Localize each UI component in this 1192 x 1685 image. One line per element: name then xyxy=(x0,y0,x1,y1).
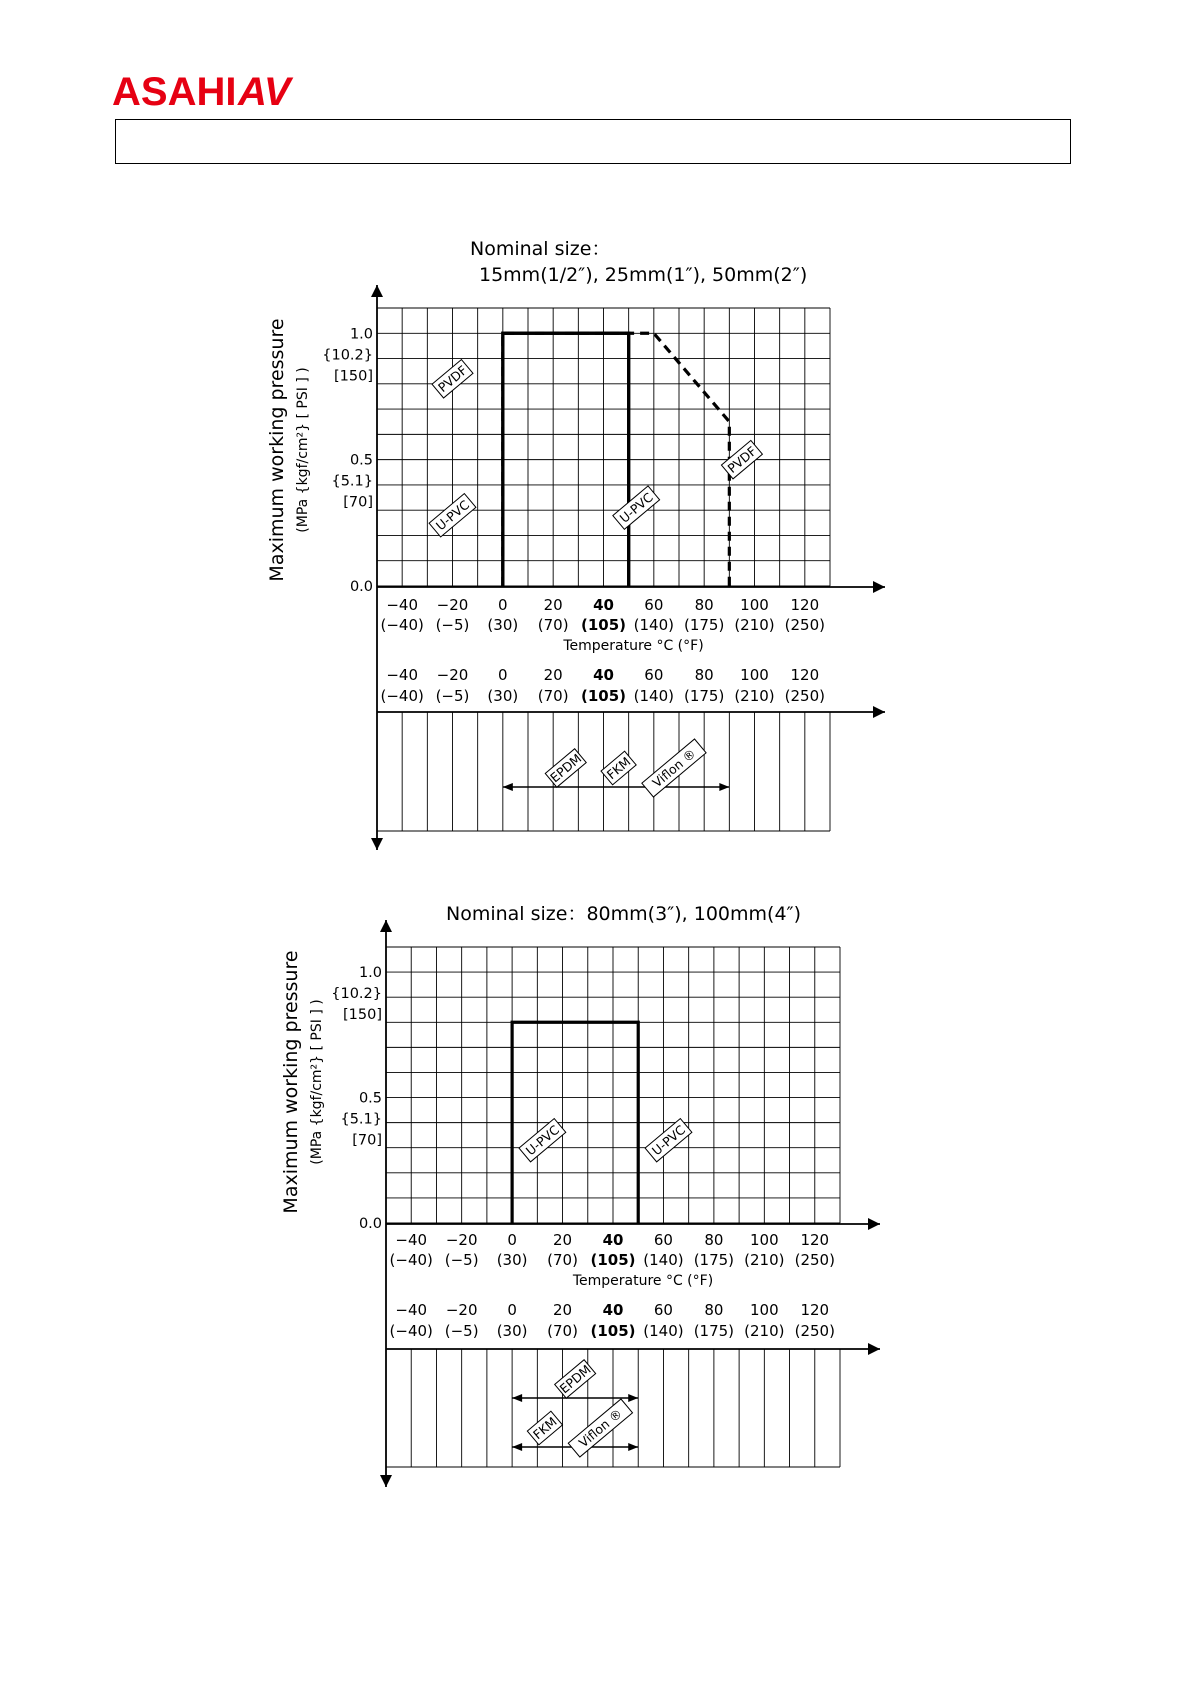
x-tick-celsius: 60 xyxy=(644,596,664,614)
seal-range-arrow-left xyxy=(512,1394,522,1402)
seal-range-arrow-left xyxy=(512,1443,522,1451)
x-tick-celsius: 120 xyxy=(790,666,820,684)
x-tick-fahrenheit: (−5) xyxy=(444,1251,479,1269)
y-axis-arrow-down xyxy=(380,1475,392,1487)
x-tick-celsius: 60 xyxy=(653,1301,673,1319)
logo-mark: AV xyxy=(238,72,291,106)
x-axis-label: Temperature °C (°F) xyxy=(572,1273,714,1289)
x-tick-celsius: 60 xyxy=(653,1231,673,1249)
seal-tag xyxy=(601,751,636,785)
x-tick-celsius: −40 xyxy=(395,1231,428,1249)
y-tick-label: {10.2} xyxy=(331,986,382,1003)
y-axis-subtitle: (MPa {kgf/cm²} [ PSI ] ) xyxy=(309,999,325,1165)
seal-tag-text: Viflon ® xyxy=(575,1405,626,1451)
seal-tag-text: EPDM xyxy=(547,750,585,786)
seal-range-arrow-right xyxy=(719,783,729,791)
x-tick-fahrenheit: (250) xyxy=(784,616,826,634)
x-tick-celsius: 0 xyxy=(507,1301,517,1319)
y-tick-label: [70] xyxy=(352,1132,382,1149)
seal-tag-text: FKM xyxy=(530,1413,560,1443)
y-tick-label: {5.1} xyxy=(331,473,373,490)
x-tick-fahrenheit: (105) xyxy=(590,1251,636,1269)
seal-tag xyxy=(545,749,586,787)
x-tick-celsius: 80 xyxy=(694,666,714,684)
y-tick-label: 0.5 xyxy=(358,1090,382,1107)
x-tick-fahrenheit: (250) xyxy=(794,1251,835,1269)
y-tick-label: [150] xyxy=(343,1007,382,1024)
x-tick-celsius: 20 xyxy=(543,666,563,684)
x-tick-fahrenheit: (−40) xyxy=(380,616,424,634)
x-tick-celsius: 0 xyxy=(498,666,508,684)
x-tick-fahrenheit: (210) xyxy=(734,616,775,634)
x-tick-celsius: 40 xyxy=(593,666,614,684)
material-tag-text: PVDF xyxy=(435,362,470,396)
y-tick-label: 1.0 xyxy=(358,965,382,982)
x-tick-celsius: 120 xyxy=(800,1231,830,1249)
x-tick-fahrenheit: (−5) xyxy=(435,687,470,705)
x-tick-celsius: 100 xyxy=(750,1231,779,1249)
x-tick-celsius: 20 xyxy=(553,1231,573,1249)
x-tick-celsius: 20 xyxy=(553,1301,573,1319)
x-tick-celsius: 40 xyxy=(593,596,614,614)
x-tick-fahrenheit: (210) xyxy=(744,1251,785,1269)
pressure-temperature-chart-small-sizes xyxy=(0,230,1192,870)
x-tick-celsius: −40 xyxy=(386,666,418,684)
x-tick-celsius: 20 xyxy=(543,596,563,614)
x-tick-fahrenheit: (105) xyxy=(580,687,627,705)
seal-tag-text: Viflon ® xyxy=(649,745,699,791)
asahi-av-logo xyxy=(112,72,312,106)
x-axis-arrow xyxy=(873,581,885,593)
x-tick-fahrenheit: (210) xyxy=(734,687,775,705)
logo-wordmark: ASAHI xyxy=(112,72,237,106)
x-tick-celsius: 120 xyxy=(790,596,820,614)
x-tick-celsius: 0 xyxy=(507,1231,517,1249)
x-tick-celsius: −40 xyxy=(386,596,418,614)
x-axis-arrow xyxy=(868,1218,880,1230)
seal-range-arrow-right xyxy=(628,1394,638,1402)
x-tick-celsius: 80 xyxy=(694,596,714,614)
x-tick-fahrenheit: (210) xyxy=(744,1322,785,1340)
material-tag-text: U-PVC xyxy=(648,1122,689,1159)
x-tick-fahrenheit: (105) xyxy=(580,616,627,634)
y-tick-label: 0.0 xyxy=(358,1216,382,1232)
seal-tag xyxy=(555,1360,596,1398)
x-tick-fahrenheit: (−40) xyxy=(380,687,424,705)
x-tick-celsius: −20 xyxy=(436,596,469,614)
x-tick-celsius: 40 xyxy=(602,1301,624,1319)
y-axis-title: Maximum working pressure xyxy=(266,318,288,582)
x-tick-celsius: −40 xyxy=(395,1301,428,1319)
x-tick-fahrenheit: (175) xyxy=(683,687,725,705)
seal-tag xyxy=(527,1411,562,1445)
y-axis-arrow-up xyxy=(371,285,383,297)
material-tag xyxy=(721,440,762,478)
x-tick-fahrenheit: (140) xyxy=(643,1251,684,1269)
x-axis-arrow xyxy=(873,706,885,718)
x-tick-celsius: −20 xyxy=(445,1301,478,1319)
y-tick-label: 0.5 xyxy=(349,452,373,469)
x-tick-celsius: 60 xyxy=(644,666,664,684)
x-axis-label: Temperature °C (°F) xyxy=(563,638,704,654)
x-tick-fahrenheit: (30) xyxy=(496,1322,528,1340)
x-tick-fahrenheit: (105) xyxy=(590,1322,636,1340)
y-axis-title: Maximum working pressure xyxy=(280,950,302,1214)
x-tick-celsius: 40 xyxy=(602,1231,624,1249)
x-tick-celsius: −20 xyxy=(445,1231,478,1249)
seal-tag-text: EPDM xyxy=(556,1361,594,1397)
x-tick-fahrenheit: (140) xyxy=(643,1322,684,1340)
material-tag-text: U-PVC xyxy=(616,489,656,526)
seal-tag xyxy=(642,739,706,797)
x-tick-celsius: 100 xyxy=(740,596,769,614)
x-tick-celsius: 0 xyxy=(498,596,508,614)
chart-title: Nominal size：80mm(3″), 100mm(4″) xyxy=(446,903,802,925)
x-tick-fahrenheit: (250) xyxy=(784,687,826,705)
y-tick-label: [70] xyxy=(343,494,373,511)
x-tick-fahrenheit: (70) xyxy=(537,687,569,705)
x-tick-fahrenheit: (30) xyxy=(487,687,519,705)
y-tick-label: {5.1} xyxy=(340,1111,382,1128)
y-tick-label: {10.2} xyxy=(322,347,373,364)
x-tick-celsius: 80 xyxy=(704,1301,724,1319)
y-axis-arrow-down xyxy=(371,838,383,850)
x-tick-celsius: 100 xyxy=(740,666,769,684)
x-tick-fahrenheit: (140) xyxy=(633,616,675,634)
x-tick-fahrenheit: (70) xyxy=(547,1251,578,1269)
seal-tag-text: FKM xyxy=(603,753,634,783)
x-tick-celsius: 80 xyxy=(704,1231,724,1249)
upper-grid xyxy=(386,947,840,1223)
y-tick-label: 1.0 xyxy=(349,326,373,343)
x-tick-celsius: −20 xyxy=(436,666,469,684)
x-tick-fahrenheit: (140) xyxy=(633,687,675,705)
seal-tag xyxy=(568,1399,632,1457)
x-tick-fahrenheit: (−5) xyxy=(444,1322,479,1340)
pressure-temperature-chart-large-sizes xyxy=(0,905,1192,1505)
x-tick-fahrenheit: (175) xyxy=(693,1322,735,1340)
chart-title: Nominal size： xyxy=(470,238,611,260)
seal-range-arrow-right xyxy=(628,1443,638,1451)
y-tick-label: [150] xyxy=(334,368,373,385)
y-tick-label: 0.0 xyxy=(349,579,373,595)
material-tag xyxy=(613,486,660,529)
seal-range-arrow-left xyxy=(503,783,513,791)
x-tick-fahrenheit: (−5) xyxy=(435,616,470,634)
x-tick-celsius: 120 xyxy=(800,1301,830,1319)
x-tick-fahrenheit: (30) xyxy=(487,616,519,634)
x-tick-fahrenheit: (−40) xyxy=(389,1251,433,1269)
x-tick-fahrenheit: (250) xyxy=(794,1322,835,1340)
x-tick-fahrenheit: (175) xyxy=(683,616,725,634)
x-tick-celsius: 100 xyxy=(750,1301,779,1319)
material-tag-text: U-PVC xyxy=(522,1122,562,1159)
material-tag xyxy=(645,1119,692,1162)
material-tag-text: PVDF xyxy=(724,443,760,476)
chart-title: 15mm(1/2″), 25mm(1″), 50mm(2″) xyxy=(479,264,808,286)
header-box xyxy=(115,119,1071,164)
material-tag xyxy=(519,1119,566,1162)
material-tag-text: U-PVC xyxy=(432,497,473,534)
x-tick-fahrenheit: (175) xyxy=(693,1251,735,1269)
y-axis-subtitle: (MPa {kgf/cm²} [ PSI ] ) xyxy=(295,367,311,533)
x-tick-fahrenheit: (−40) xyxy=(389,1322,433,1340)
x-tick-fahrenheit: (30) xyxy=(496,1251,528,1269)
upper-grid xyxy=(377,308,830,586)
x-tick-fahrenheit: (70) xyxy=(537,616,569,634)
x-tick-fahrenheit: (70) xyxy=(547,1322,578,1340)
y-axis-arrow-up xyxy=(380,920,392,932)
x-axis-arrow xyxy=(868,1343,880,1355)
